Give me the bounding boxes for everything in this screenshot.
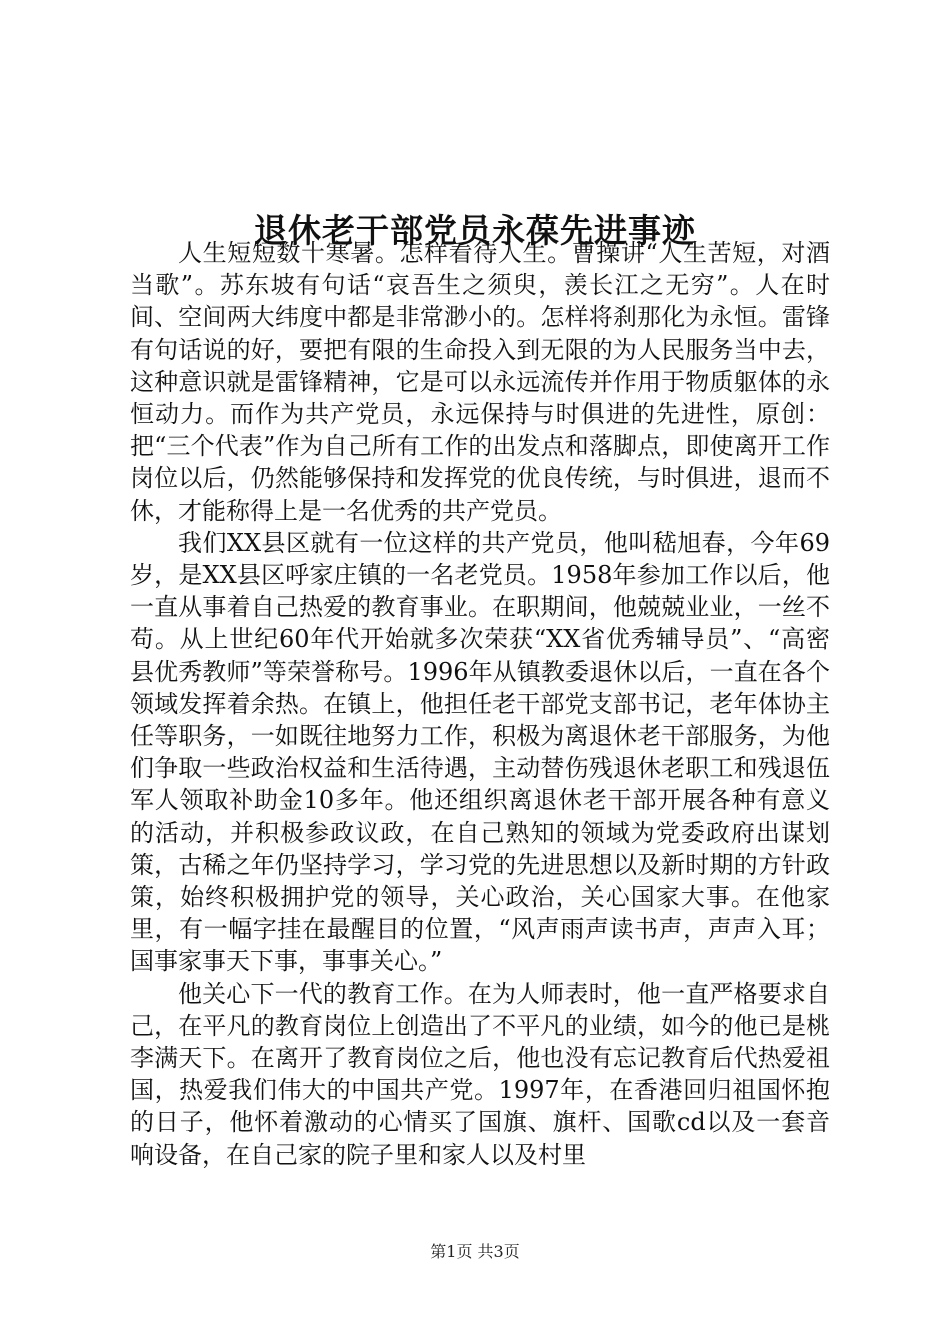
paragraph-1: 人生短短数十寒暑。怎样看待人生。曹操讲“人生苦短，对酒当歌”。苏东坡有句话“哀吾生之须臾，羡长江之无穷”。人在时间、空间两大纬度中都是非常渺小的。怎样将刹那化为永恒。雷锋有句话说的好，要把有限的生命投入到无限的为人民服务当中去，这种意识就是雷锋精神，它是可以永远流传并作用于物质躯体的永恒动力。而作为共产党员，永远保持与时俱进的先进性，原创：把“三个代表”作为自己所有工作的出发点和落脚点，即使离开工作岗位以后，仍然能够保持和发挥党的优良传统，与时俱进，退而不休，才能称得上是一名优秀的共产党员。	[130, 239, 830, 525]
document-body	[130, 237, 830, 1171]
document-title: 退休老干部党员永葆先进事迹	[254, 211, 696, 251]
page-number-footer: 第1页 共3页	[430, 1242, 520, 1261]
paragraph-2: 我们XX县区就有一位这样的共产党员，他叫嵇旭春，今年69岁，是XX县区呼家庄镇的一名老党员。1958年参加工作以后，他一直从事着自己热爱的教育事业。在职期间，他兢兢业业，一丝不苟。从上世纪60年代开始就多次荣获“XX省优秀辅导员”、“高密县优秀教师”等荣誉称号。1996年从镇教委退休以后，一直在各个领域发挥着余热。在镇上，他担任老干部党支部书记，老年体协主任等职务，一如既往地努力工作，积极为离退休老干部服务，为他们争取一些政治权益和生活待遇，主动替伤残退休老职工和残退伍军人领取补助金10多年。他还组织离退休老干部开展各种有意义的活动，并积极参政议政，在自己熟知的领域为党委政府出谋划策，古稀之年仍坚持学习，学习党的先进思想以及新时期的方针政策，始终积极拥护党的领导，关心政治，关心国家大事。在他家里，有一幅字挂在最醒目的位置，“风声雨声读书声，声声入耳；国事家事天下事，事事关心。”	[130, 528, 830, 976]
paragraph-3: 他关心下一代的教育工作。在为人师表时，他一直严格要求自己，在平凡的教育岗位上创造出了不平凡的业绩，如今的他已是桃李满天下。在离开了教育岗位之后，他也没有忘记教育后代热爱祖国，热爱我们伟大的中国共产党。1997年，在香港回归祖国怀抱的日子，他怀着激动的心情买了国旗、旗杆、国歌cd以及一套音响设备，在自己家的院子里和家人以及村里	[130, 979, 830, 1169]
